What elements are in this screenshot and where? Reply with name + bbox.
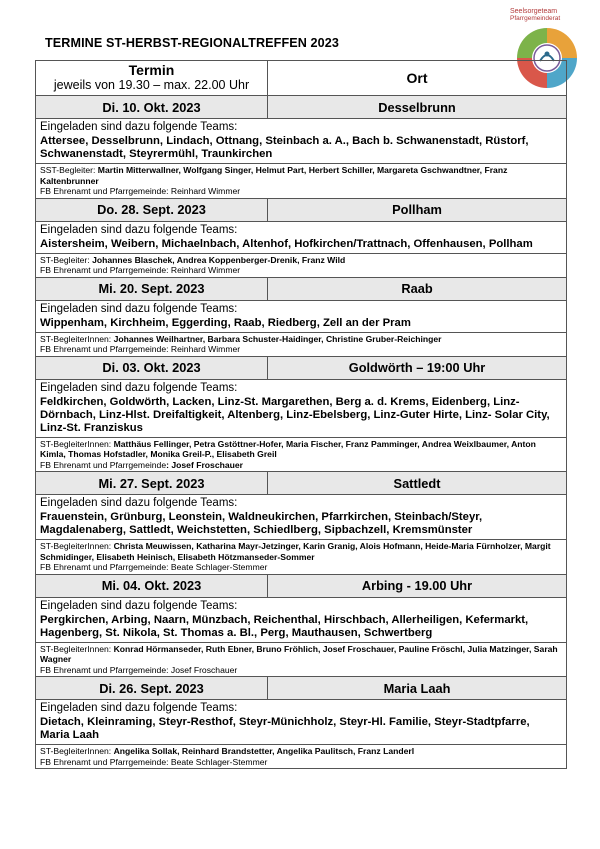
begleiter-names: Angelika Sollak, Reinhard Brandstetter, Angelika Paulitsch, Franz Landerl <box>113 746 415 756</box>
begleiter-line <box>40 540 562 562</box>
event-details <box>36 379 567 472</box>
team-list: Dietach, Kleinraming, Steyr-Resthof, Steyr-Münichholz, Steyr-Hl. Familie, Steyr-Stadtpfarre, Maria Laah <box>40 716 530 741</box>
fb-label: FB Ehrenamt und Pfarrgemeinde: <box>40 186 171 196</box>
begleiter-label: SST-Begleiter: <box>40 165 98 175</box>
invite-intro: Eingeladen sind dazu folgende Teams: <box>40 121 238 133</box>
event-place: Arbing - 19.00 Uhr <box>268 574 567 597</box>
termin-header: Termin <box>128 62 175 78</box>
event-details <box>36 300 567 356</box>
event-date-row <box>36 356 567 379</box>
invite-intro: Eingeladen sind dazu folgende Teams: <box>40 702 238 714</box>
fb-name: Reinhard Wimmer <box>170 186 241 196</box>
fb-name: Reinhard Wimmer <box>170 265 241 275</box>
begleiter-names: Martin Mitterwallner, Wolfgang Singer, Helmut Part, Herbert Schiller, Margareta Gschwandtner, Franz Kaltenbrunner <box>40 165 508 186</box>
begleiter-line <box>40 164 562 186</box>
fb-label: FB Ehrenamt und Pfarrgemeinde: <box>40 562 171 572</box>
begleiter-line <box>40 438 562 460</box>
event-place: Goldwörth – 19:00 Uhr <box>268 356 567 379</box>
begleiter-label: ST-Begleiter: <box>40 254 93 265</box>
event-date: Di. 10. Okt. 2023 <box>36 96 268 119</box>
event-place: Maria Laah <box>268 677 567 700</box>
event-details <box>36 495 567 575</box>
invite-intro: Eingeladen sind dazu folgende Teams: <box>40 381 238 394</box>
team-list: Pergkirchen, Arbing, Naarn, Münzbach, Reichenthal, Hirschbach, Allerheiligen, Kefermarkt, Hagenberg, St. Nikola, St. Thomas a. Bl., Perg, Mauthausen, Schwertberg <box>40 613 529 639</box>
event-details <box>36 221 567 277</box>
team-list: Frauenstein, Grünburg, Leonstein, Waldneukirchen, Pfarrkirchen, Steinbach/Steyr, Magdalenaberg, Sattledt, Weichstetten, Schiedlberg, Sipbachzell, Kremsmünster <box>40 511 483 536</box>
begleiter-line <box>40 745 562 757</box>
begleiter-label: ST-BegleiterInnen: <box>40 438 114 449</box>
event-details <box>36 119 567 199</box>
event-details <box>36 597 567 677</box>
fb-label: FB Ehrenamt und Pfarrgemeinde: <box>40 265 171 275</box>
begleiter-line <box>40 333 562 345</box>
invite-intro: Eingeladen sind dazu folgende Teams: <box>40 302 238 315</box>
logo-caption <box>510 8 560 22</box>
event-date-row <box>36 277 567 300</box>
event-place: Pollham <box>268 198 567 221</box>
event-date: Do. 28. Sept. 2023 <box>36 198 268 221</box>
begleiter-names: Johannes Blaschek, Andrea Koppenberger-Drenik, Franz Wild <box>92 254 346 265</box>
invite-intro: Eingeladen sind dazu folgende Teams: <box>40 599 238 612</box>
event-date: Mi. 20. Sept. 2023 <box>36 277 268 300</box>
event-date: Di. 03. Okt. 2023 <box>36 356 268 379</box>
event-date: Di. 26. Sept. 2023 <box>36 677 268 700</box>
fb-line <box>40 665 562 676</box>
fb-name: : Josef Froschauer <box>166 459 243 470</box>
termin-header-cell <box>36 61 268 96</box>
begleiter-names: Christa Meuwissen, Katharina Mayr-Jetzinger, Karin Granig, Alois Hofmann, Heide-Maria Fürnholzer, Margit Schmidinger, Elisabeth Heinisch, Elisabeth Hötzmanseder-Sommer <box>40 541 551 562</box>
begleiter-label: ST-BegleiterInnen: <box>40 541 114 551</box>
event-details <box>36 700 567 769</box>
fb-name: Josef Froschauer <box>170 664 238 675</box>
invite-intro: Eingeladen sind dazu folgende Teams: <box>40 497 238 509</box>
begleiter-label: ST-BegleiterInnen: <box>40 746 114 756</box>
event-detail-row <box>36 379 567 472</box>
team-list: Aistersheim, Weibern, Michaelnbach, Altenhof, Hofkirchen/Trattnach, Offenhausen, Pollham <box>40 237 533 250</box>
fb-line <box>40 186 562 197</box>
event-detail-row <box>36 221 567 277</box>
event-date-row <box>36 472 567 495</box>
logo-line-1: Seelsorgeteam <box>510 8 558 15</box>
page-title: TERMINE ST-HERBST-REGIONALTREFFEN 2023 <box>45 36 339 50</box>
fb-label: FB Ehrenamt und Pfarrgemeinde <box>40 459 167 470</box>
begleiter-line <box>40 643 562 665</box>
fb-line <box>40 562 562 573</box>
team-list: Attersee, Desselbrunn, Lindach, Ottnang, Steinbach a. A., Bach b. Schwanenstadt, Rüstorf, Schwanenstadt, Steyrermühl, Traunkirchen <box>40 135 529 160</box>
begleiter-names: Johannes Weilhartner, Barbara Schuster-Haidinger, Christine Gruber-Reichinger <box>113 333 442 344</box>
begleiter-label: ST-BegleiterInnen: <box>40 333 114 344</box>
event-detail-row <box>36 700 567 769</box>
fb-name: Beate Schlager-Stemmer <box>170 756 268 767</box>
logo-line-2: Pfarrgemeinderat <box>510 15 561 22</box>
fb-line <box>40 344 562 355</box>
event-place: Desselbrunn <box>268 96 567 119</box>
fb-label: FB Ehrenamt und Pfarrgemeinde: <box>40 664 171 675</box>
event-place: Sattledt <box>268 472 567 495</box>
event-detail-row <box>36 119 567 199</box>
fb-line <box>40 265 562 276</box>
event-date-row <box>36 198 567 221</box>
fb-line <box>40 460 562 471</box>
event-detail-row <box>36 300 567 356</box>
begleiter-line <box>40 254 562 266</box>
time-range: jeweils von 19.30 – max. 22.00 Uhr <box>53 78 250 92</box>
schedule-table <box>35 60 567 769</box>
event-date: Mi. 04. Okt. 2023 <box>36 574 268 597</box>
event-detail-row <box>36 495 567 575</box>
begleiter-names: Matthäus Fellinger, Petra Gstöttner-Hofer, Maria Fischer, Franz Pamminger, Andrea Weixlbaumer, Anton Kimla, Thomas Hofstadler, Monika Greil-P., Elisabeth Greil <box>40 438 536 459</box>
ort-header: Ort <box>268 61 567 96</box>
fb-label: FB Ehrenamt und Pfarrgemeinde: <box>40 344 171 354</box>
fb-label: FB Ehrenamt und Pfarrgemeinde: <box>40 756 171 767</box>
fb-name: Reinhard Wimmer <box>170 344 241 354</box>
event-date-row <box>36 96 567 119</box>
invite-intro: Eingeladen sind dazu folgende Teams: <box>40 223 238 236</box>
event-date-row <box>36 574 567 597</box>
team-list: Wippenham, Kirchheim, Eggerding, Raab, Riedberg, Zell an der Pram <box>40 316 411 329</box>
event-detail-row <box>36 597 567 677</box>
event-date-row <box>36 677 567 700</box>
fb-name: Beate Schlager-Stemmer <box>170 562 268 572</box>
team-list: Feldkirchen, Goldwörth, Lacken, Linz-St. Margarethen, Berg a. d. Krems, Eidenberg, Linz-Dörnbach, Linz-Hlst. Dreifaltigkeit, Altenberg, Linz-Ebelsberg, Linz-Guter Hirte, Linz- Solar City, Linz-St. Franziskus <box>40 395 550 434</box>
table-header-row <box>36 61 567 96</box>
begleiter-label: ST-BegleiterInnen: <box>40 643 114 654</box>
event-date: Mi. 27. Sept. 2023 <box>36 472 268 495</box>
fb-line <box>40 757 562 768</box>
begleiter-names: Konrad Hörmanseder, Ruth Ebner, Bruno Fröhlich, Josef Froschauer, Pauline Fröschl, Julia Matzinger, Sarah Wagner <box>40 643 558 664</box>
event-place: Raab <box>268 277 567 300</box>
